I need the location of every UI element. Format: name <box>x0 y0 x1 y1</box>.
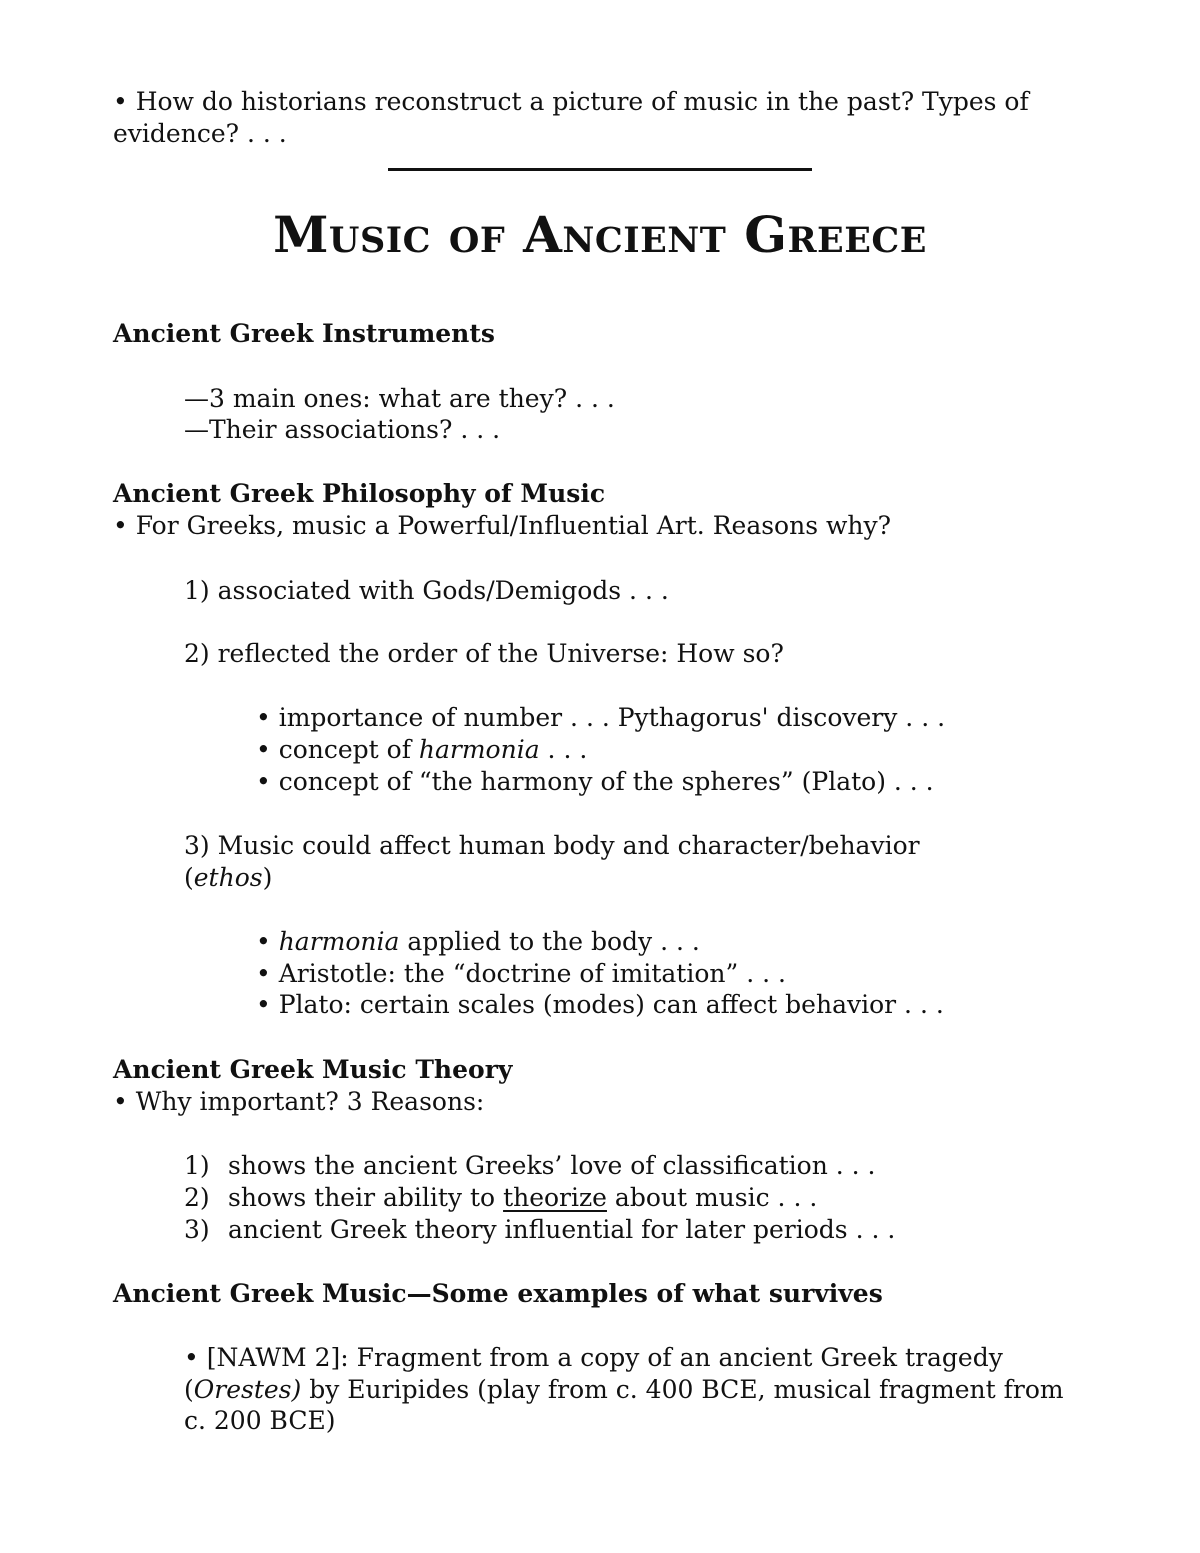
page-title: Music of Ancient Greece <box>273 205 927 264</box>
instruments-item: —Their associations? . . . <box>184 415 501 444</box>
philosophy-reason-3-cont: (ethos) <box>184 863 273 892</box>
reason-2-bullet: • importance of number . . . Pythagorus' discovery . . . <box>256 703 946 732</box>
philosophy-heading: Ancient Greek Philosophy of Music <box>113 479 606 508</box>
reason-3-bullet: • Aristotle: the “doctrine of imitation” . . . <box>256 959 786 988</box>
survives-item: • [NAWM 2]: Fragment from a copy of an ancient Greek tragedy (Orestes) by Euripides (play from c. 400 BCE, musical fragment from c. 200 BCE) <box>184 1343 1064 1435</box>
philosophy-reason-1: 1) associated with Gods/Demigods . . . <box>184 576 669 605</box>
theory-item: 3) ancient Greek theory influential for later periods . . . <box>184 1215 896 1244</box>
theory-heading: Ancient Greek Music Theory <box>113 1055 513 1084</box>
theory-intro: • Why important? 3 Reasons: <box>113 1087 485 1116</box>
reason-2-bullet: • concept of “the harmony of the spheres” (Plato) . . . <box>256 767 934 796</box>
instruments-heading: Ancient Greek Instruments <box>113 319 495 348</box>
instruments-item: —3 main ones: what are they? . . . <box>184 384 615 413</box>
survives-heading: Ancient Greek Music—Some examples of what survives <box>113 1279 883 1308</box>
philosophy-reason-3: 3) Music could affect human body and character/behavior <box>184 831 920 860</box>
intro-question: • How do historians reconstruct a picture of music in the past? Types of evidence? . . . <box>113 87 1029 148</box>
theory-item: 2) shows their ability to theorize about music . . . <box>184 1183 818 1212</box>
horizontal-rule <box>388 168 812 171</box>
philosophy-reason-2: 2) reflected the order of the Universe: How so? <box>184 639 784 668</box>
reason-3-bullet: • Plato: certain scales (modes) can affect behavior . . . <box>256 990 944 1019</box>
theorize-underlined: theorize <box>503 1183 607 1212</box>
reason-2-bullet: • concept of harmonia . . . <box>256 735 588 764</box>
philosophy-intro: • For Greeks, music a Powerful/Influential Art. Reasons why? <box>113 511 892 540</box>
theory-item: 1) shows the ancient Greeks’ love of classification . . . <box>184 1151 876 1180</box>
reason-3-bullet: • harmonia applied to the body . . . <box>256 927 700 956</box>
